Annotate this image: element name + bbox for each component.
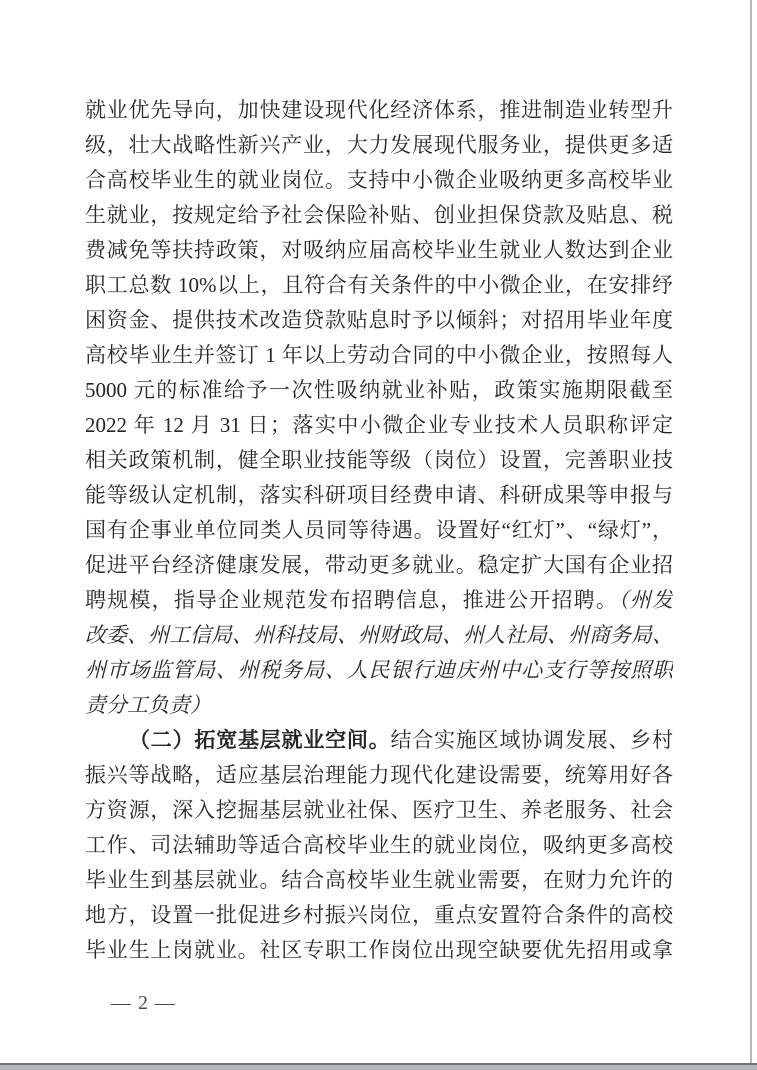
body-line xyxy=(85,688,673,723)
body-text-segment: 生就业，按规定给予社会保险补贴、创业担保贷款及贴息、税 xyxy=(85,203,673,227)
body-text-segment: 级，壮大战略性新兴产业，大力发展现代服务业，提供更多适 xyxy=(85,133,673,157)
body-text-segment: 振兴等战略，适应基层治理能力现代化建设需要，统筹用好各 xyxy=(85,763,673,787)
body-line xyxy=(85,933,673,968)
body-line xyxy=(85,618,673,653)
body-line xyxy=(85,443,673,478)
body-line xyxy=(85,548,673,583)
body-text-segment: 5000 元的标准给予一次性吸纳就业补贴，政策实施期限截至 xyxy=(85,378,673,402)
scan-edge-right-line xyxy=(750,0,752,1063)
body-line xyxy=(85,653,673,688)
body-line xyxy=(85,408,673,443)
body-line xyxy=(85,478,673,513)
body-text-segment: 方资源，深入挖掘基层就业社保、医疗卫生、养老服务、社会 xyxy=(85,798,673,822)
body-text-segment: 2022 年 12 月 31 日；落实中小微企业专业技术人员职称评定 xyxy=(85,413,673,437)
body-text-segment: 困资金、提供技术改造贷款贴息时予以倾斜；对招用毕业年度 xyxy=(85,308,673,332)
body-line xyxy=(85,198,673,233)
body-line xyxy=(85,513,673,548)
scan-edge-bottom-shadow xyxy=(0,1063,757,1070)
body-line xyxy=(85,793,673,828)
body-line xyxy=(85,758,673,793)
body-text-segment: 工作、司法辅助等适合高校毕业生的就业岗位，吸纳更多高校 xyxy=(85,833,673,857)
body-line xyxy=(85,268,673,303)
scan-edge-bottom-light-band xyxy=(0,1065,757,1070)
body-text-segment: 费减免等扶持政策，对吸纳应届高校毕业生就业人数达到企业 xyxy=(85,238,673,262)
body-line xyxy=(85,723,673,758)
body-line xyxy=(85,863,673,898)
body-text-segment: 结合实施区域协调发展、乡村 xyxy=(390,728,673,752)
body-text-segment: 高校毕业生并签订 1 年以上劳动合同的中小微企业，按照每人 xyxy=(85,343,673,367)
body-text-segment: 职工总数 10%以上，且符合有关条件的中小微企业，在安排纾 xyxy=(85,273,673,297)
body-line xyxy=(85,163,673,198)
body-line xyxy=(85,828,673,863)
body-text-segment: 毕业生上岗就业。社区专职工作岗位出现空缺要优先招用或拿 xyxy=(85,938,673,962)
attribution-text-segment: 责分工负责） xyxy=(85,693,211,717)
body-text-segment: 国有企事业单位同类人员同等待遇。设置好“红灯”、“绿灯”， xyxy=(85,518,673,542)
section-heading: （二）拓宽基层就业空间。 xyxy=(129,728,391,752)
attribution-text-segment: （州发 xyxy=(618,588,673,612)
body-text-segment: 促进平台经济健康发展，带动更多就业。稳定扩大国有企业招 xyxy=(85,553,673,577)
body-text-segment: 毕业生到基层就业。结合高校毕业生就业需要，在财力允许的 xyxy=(85,868,673,892)
body-text-block xyxy=(85,93,673,968)
body-line xyxy=(85,233,673,268)
body-text-segment: 就业优先导向，加快建设现代化经济体系，推进制造业转型升 xyxy=(85,98,673,122)
body-text-segment: 合高校毕业生的就业岗位。支持中小微企业吸纳更多高校毕业 xyxy=(85,168,673,192)
body-text-segment: 相关政策机制，健全职业技能等级（岗位）设置，完善职业技 xyxy=(85,448,673,472)
attribution-text-segment: 改委、州工信局、州科技局、州财政局、州人社局、州商务局、 xyxy=(85,623,673,647)
body-line xyxy=(85,93,673,128)
body-line xyxy=(85,583,673,618)
body-text-segment: 聘规模，指导企业规范发布招聘信息，推进公开招聘。 xyxy=(85,588,619,612)
body-text-segment: 地方，设置一批促进乡村振兴岗位，重点安置符合条件的高校 xyxy=(85,903,673,927)
body-line xyxy=(85,373,673,408)
page-number: — 2 — xyxy=(111,992,176,1014)
body-text-segment: 能等级认定机制，落实科研项目经费申请、科研成果等申报与 xyxy=(85,483,673,507)
body-line xyxy=(85,898,673,933)
body-line xyxy=(85,303,673,338)
attribution-text-segment: 州市场监管局、州税务局、人民银行迪庆州中心支行等按照职 xyxy=(85,658,673,682)
body-line xyxy=(85,338,673,373)
body-line xyxy=(85,128,673,163)
